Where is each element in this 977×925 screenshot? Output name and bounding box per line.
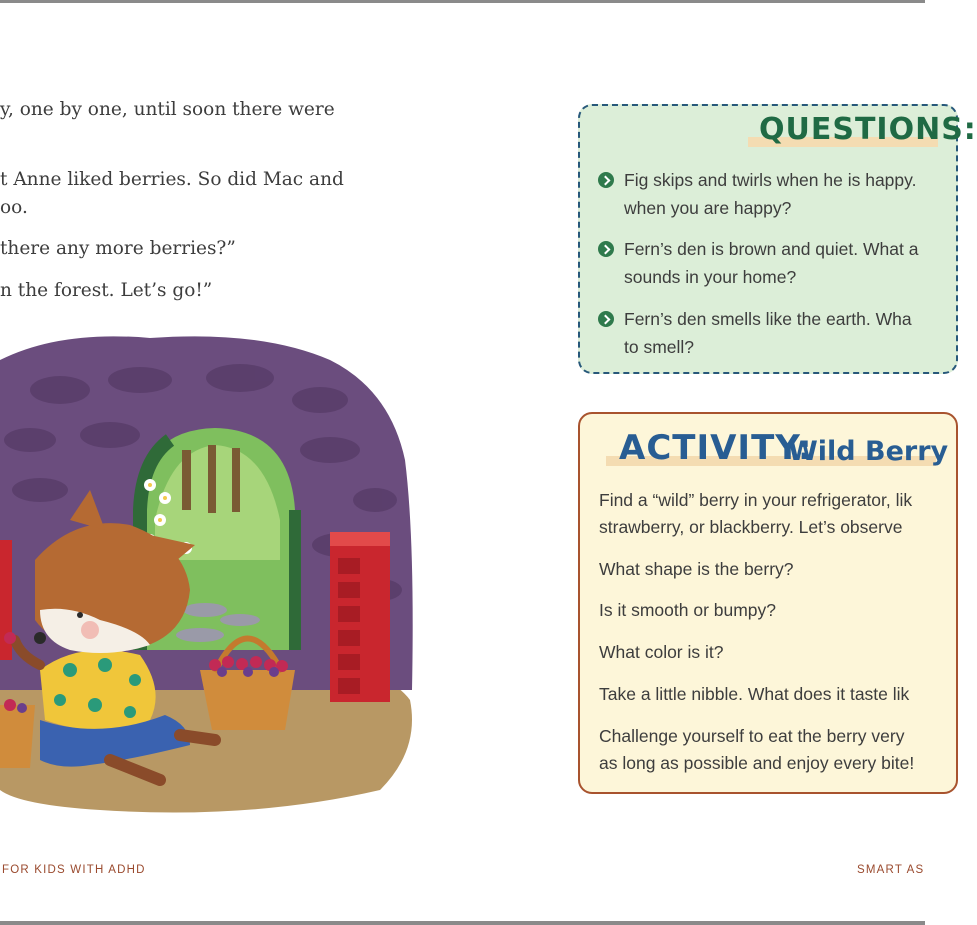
activity-line-3: What shape is the berry?: [599, 559, 794, 579]
activity-line-1: Find a “wild” berry in your refrigerator, lik: [599, 490, 913, 510]
activity-line-6: Take a little nibble. What does it taste lik: [599, 684, 910, 704]
activity-title: ACTIVITY:: [619, 428, 813, 468]
bottom-border: [0, 921, 925, 925]
question-3-line-2: to smell?: [624, 337, 695, 357]
question-2-line-1: Fern’s den is brown and quiet. What a: [624, 239, 919, 259]
question-1-line-1: Fig skips and twirls when he is happy.: [624, 170, 917, 190]
story-line-2: t Anne liked berries. So did Mac and: [0, 169, 344, 190]
footer-right: SMART AS: [857, 864, 925, 876]
footer-left: FOR KIDS WITH ADHD: [2, 864, 146, 876]
arrow-circle-icon: [598, 172, 614, 188]
activity-line-2: strawberry, or blackberry. Let’s observe: [599, 517, 903, 537]
fox-den-illustration: [0, 320, 430, 830]
question-1-line-2: when you are happy?: [624, 198, 792, 218]
arrow-circle-icon: [598, 241, 614, 257]
story-line-1: y, one by one, until soon there were: [0, 99, 335, 120]
question-3-line-1: Fern’s den smells like the earth. Wha: [624, 309, 912, 329]
story-line-5: n the forest. Let’s go!”: [0, 280, 213, 301]
story-line-3: oo.: [0, 197, 28, 218]
activity-line-8: as long as possible and enjoy every bite!: [599, 753, 915, 773]
activity-line-4: Is it smooth or bumpy?: [599, 600, 777, 620]
questions-title: QUESTIONS:: [759, 112, 977, 147]
question-2-line-2: sounds in your home?: [624, 267, 797, 287]
story-line-4: there any more berries?”: [0, 238, 236, 259]
arrow-circle-icon: [598, 311, 614, 327]
activity-line-5: What color is it?: [599, 642, 724, 662]
activity-line-7: Challenge yourself to eat the berry very: [599, 726, 905, 746]
activity-subtitle: Wild Berry: [788, 436, 949, 467]
top-border: [0, 0, 925, 3]
